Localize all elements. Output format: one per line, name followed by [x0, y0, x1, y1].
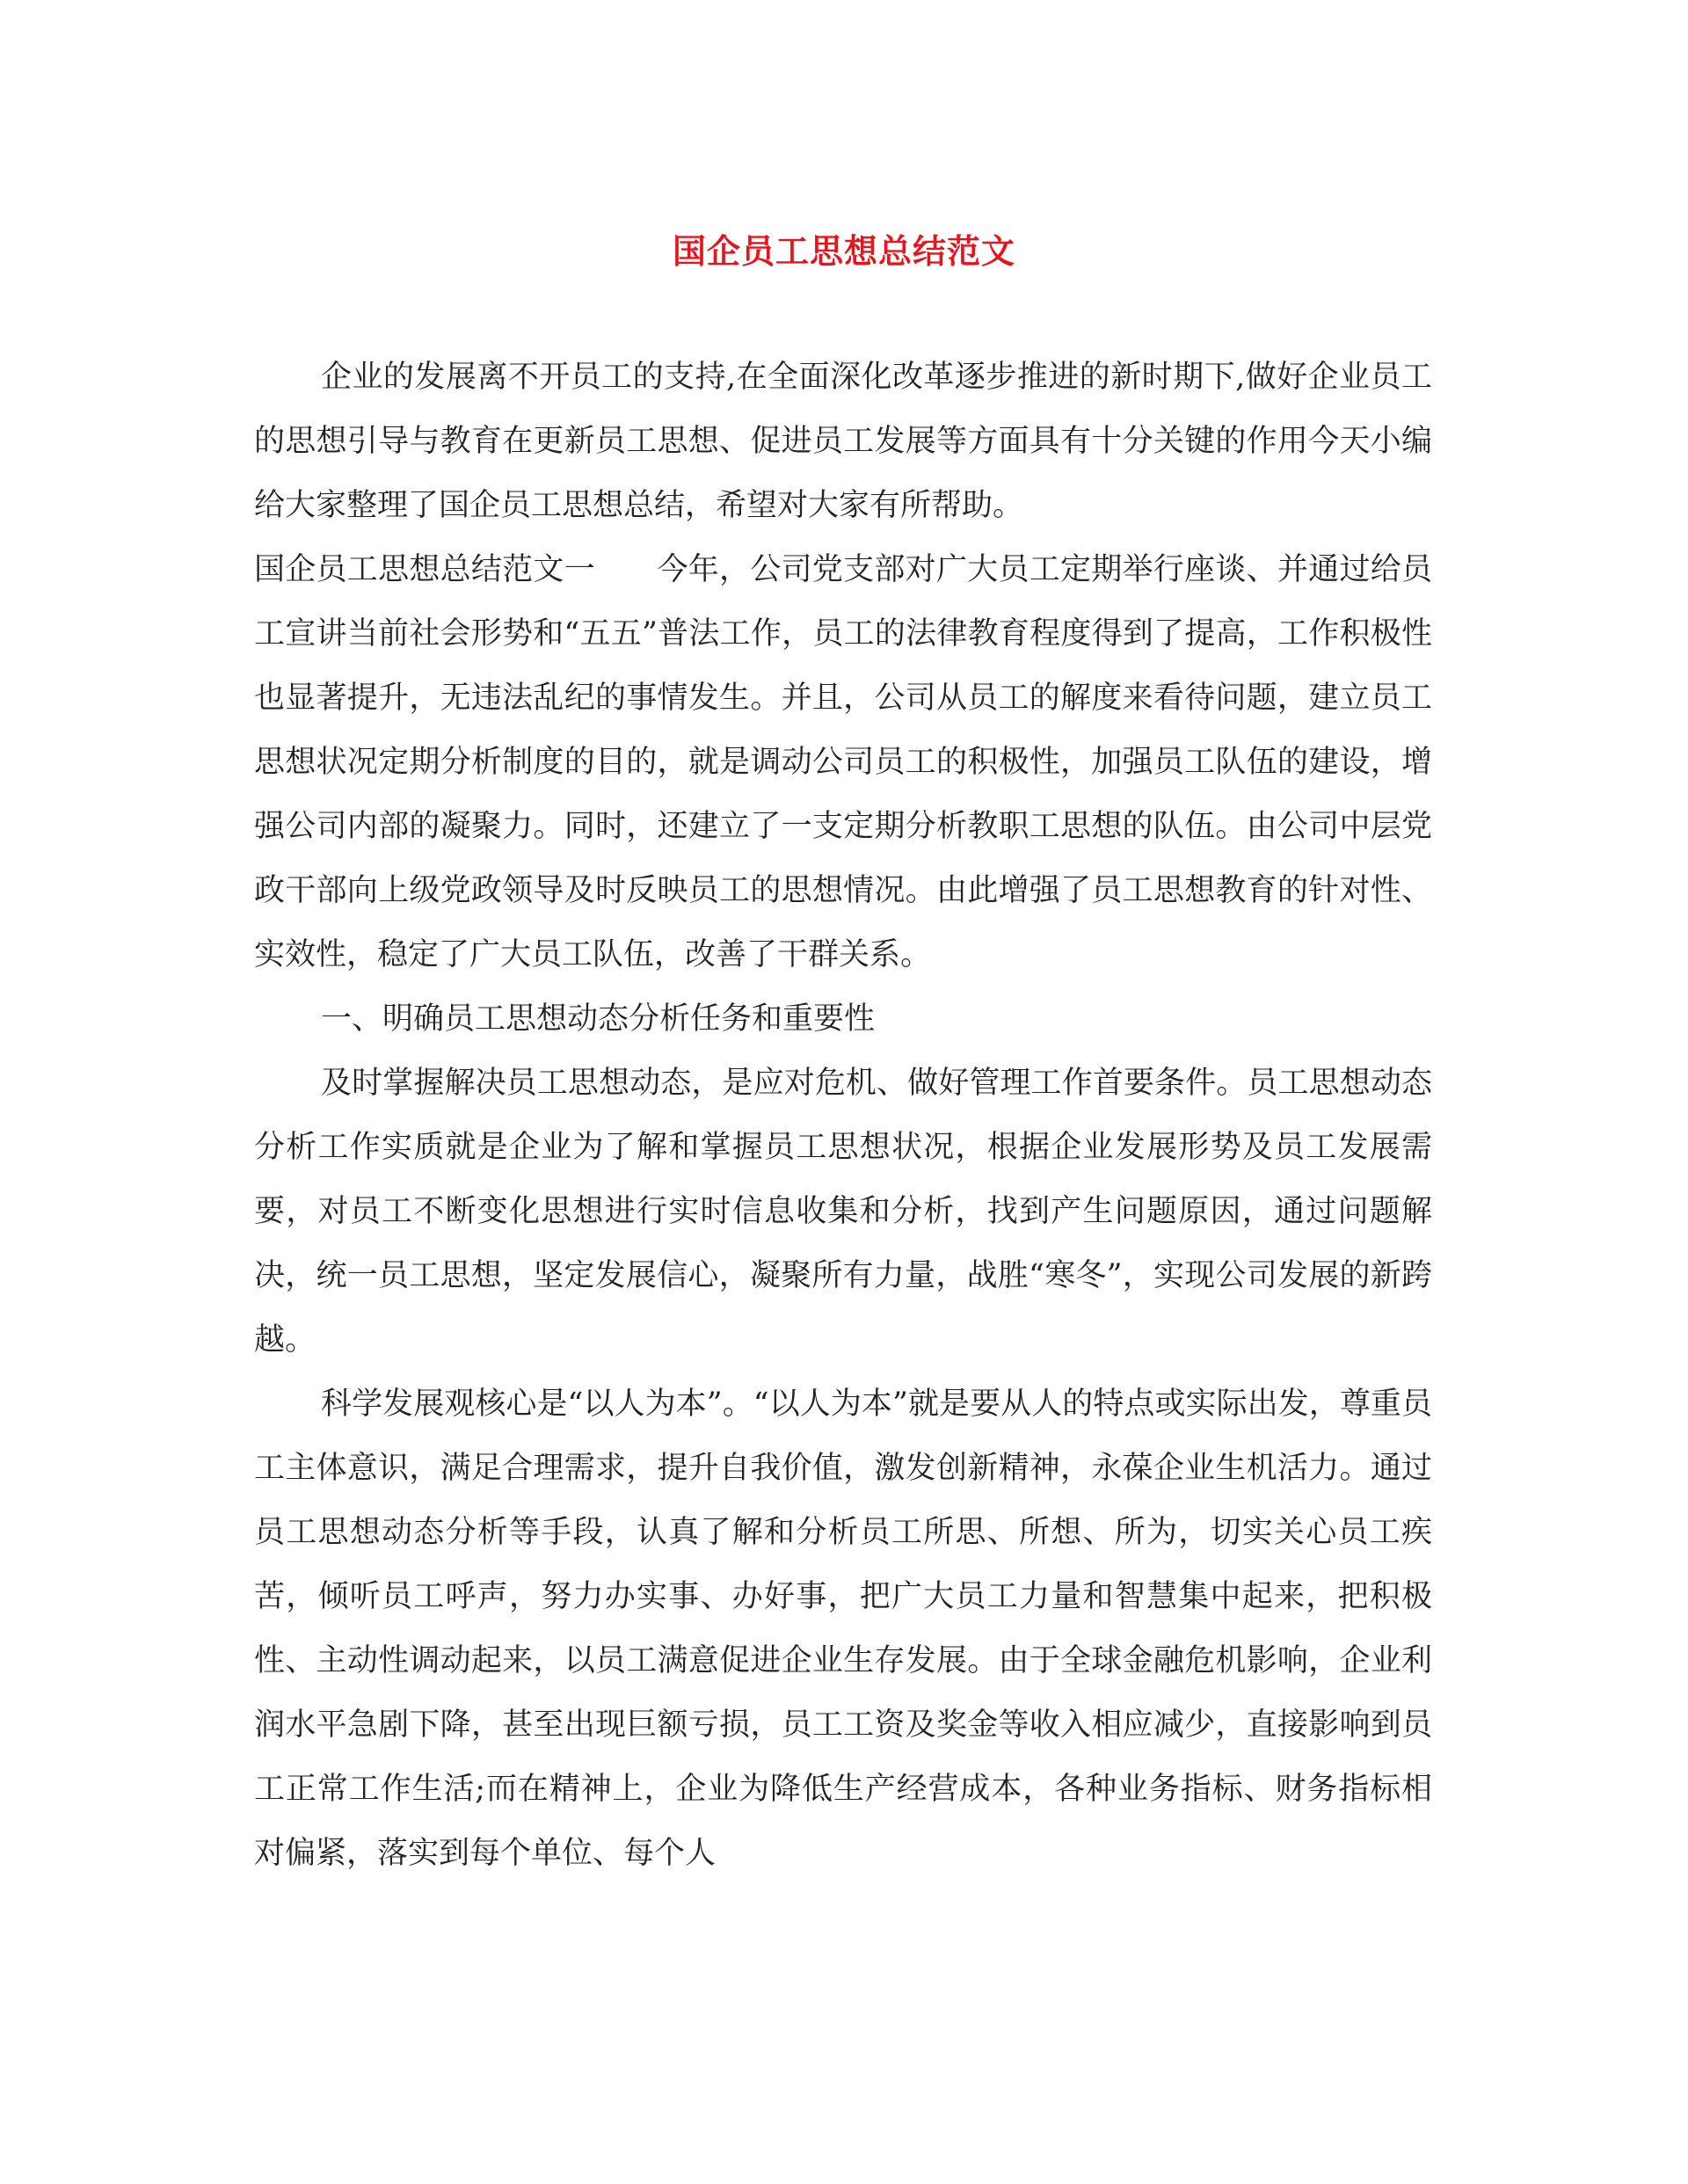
- intro-paragraph: 企业的发展离不开员工的支持,在全面深化改革逐步推进的新时期下,做好企业员工的思想引导与教育在更新员工思想、促进员工发展等方面具有十分关键的作用今天小编给大家整理了国企员工思想总结，希望对大家有所帮助。: [254, 360, 1432, 523]
- section-one-paragraph: 国企员工思想总结范文一 今年，公司党支部对广大员工定期举行座谈、并通过给员工宣讲当前社会形势和“五五”普法工作，员工的法律教育程度得到了提高，工作积极性也显著提升，无违法乱纪的事情发生。并且，公司从员工的解度来看待问题，建立员工思想状况定期分析制度的目的，就是调动公司员工的积极性，加强员工队伍的建设，增强公司内部的凝聚力。同时，还建立了一支定期分析教职工思想的队伍。由公司中层党政干部向上级党政领导及时反映员工的思想情况。由此增强了员工思想教育的针对性、实效性，稳定了广大员工队伍，改善了干群关系。: [254, 552, 1432, 972]
- people-oriented-paragraph: 科学发展观核心是“以人为本”。“以人为本”就是要从人的特点或实际出发，尊重员工主体意识，满足合理需求，提升自我价值，激发创新精神，永葆企业生机活力。通过员工思想动态分析等手段，认真了解和分析员工所思、所想、所为，切实关心员工疾苦，倾听员工呼声，努力办实事、办好事，把广大员工力量和智慧集中起来，把积极性、主动性调动起来，以员工满意促进企业生存发展。由于全球金融危机影响，企业利润水平急剧下降，甚至出现巨额亏损，员工工资及奖金等收入相应减少，直接影响到员工正常工作生活;而在精神上，企业为降低生产经营成本，各种业务指标、财务指标相对偏紧，落实到每个单位、每个人: [254, 1387, 1432, 1871]
- document-title: 国企员工思想总结范文: [672, 231, 1015, 271]
- heading-paragraph: 一、明确员工思想动态分析任务和重要性: [321, 1001, 876, 1037]
- document-body: [254, 346, 1432, 1886]
- analysis-paragraph: 及时掌握解决员工思想动态，是应对危机、做好管理工作首要条件。员工思想动态分析工作实质就是企业为了解和掌握员工思想状况，根据企业发展形势及员工发展需要，对员工不断变化思想进行实时信息收集和分析，找到产生问题原因，通过问题解决，统一员工思想，坚定发展信心，凝聚所有力量，战胜“寒冬”，实现公司发展的新跨越。: [254, 1066, 1432, 1358]
